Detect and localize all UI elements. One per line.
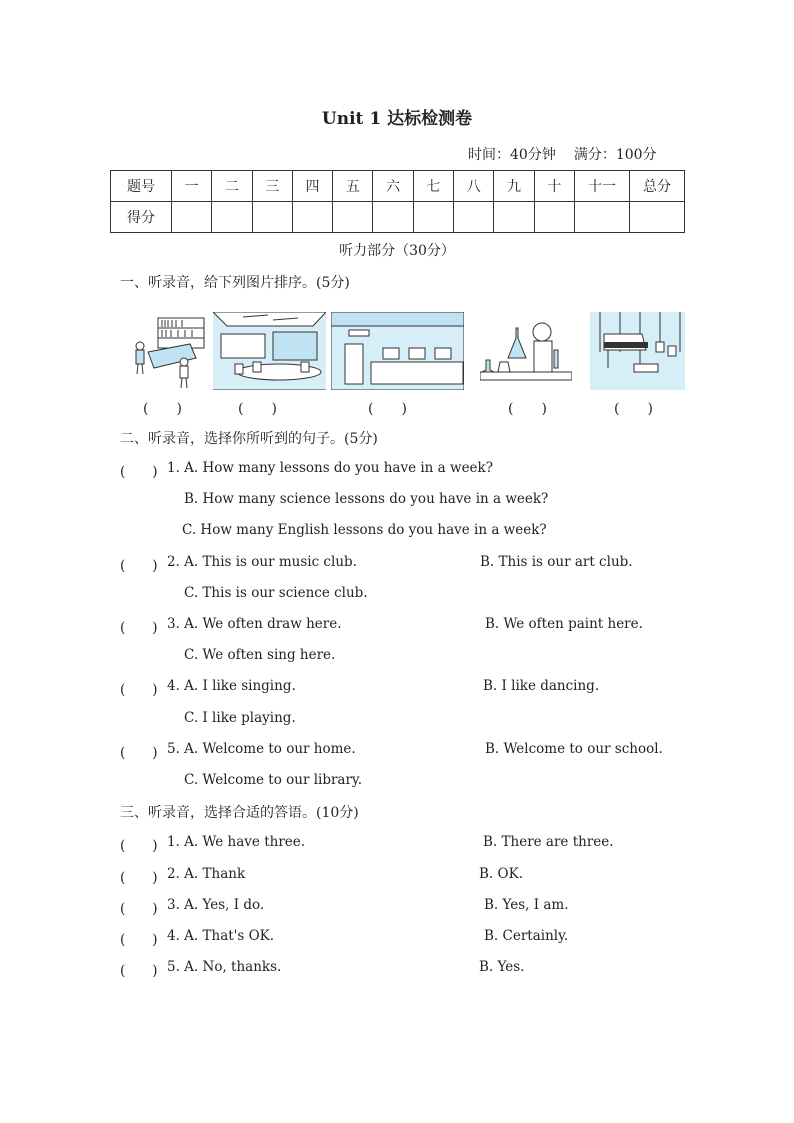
- time-info: [468, 144, 657, 164]
- s3-q4-answer-blank[interactable]: ( ): [120, 932, 158, 948]
- score-table: [110, 170, 685, 233]
- score-cell[interactable]: [172, 202, 212, 233]
- s2-q1-option-b: B. How many science lessons do you have in a week?: [184, 491, 549, 507]
- s3-q5-option-b: B. Yes.: [479, 959, 525, 975]
- s2-q4-answer-blank[interactable]: ( ): [120, 682, 158, 698]
- s2-q2-option-a: 2. A. This is our music club.: [167, 554, 357, 570]
- s2-q4-option-b: B. I like dancing.: [483, 678, 600, 694]
- s3-q2-answer-blank[interactable]: ( ): [120, 870, 158, 886]
- s3-q1-answer-blank[interactable]: ( ): [120, 838, 158, 854]
- s2-q4-option-c: C. I like playing.: [184, 710, 296, 726]
- score-header-cell: 八: [454, 171, 494, 202]
- s2-q5-answer-blank[interactable]: ( ): [120, 745, 158, 761]
- section-3-title: 三、听录音，选择合适的答语。(10分): [120, 805, 359, 821]
- s3-q5-option-a: 5. A. No, thanks.: [167, 959, 282, 975]
- score-header-cell: 七: [413, 171, 453, 202]
- score-header-cell: 四: [292, 171, 332, 202]
- score-header-cell: 五: [333, 171, 373, 202]
- score-table-header-row: [111, 171, 685, 202]
- s2-q5-option-b: B. Welcome to our school.: [485, 741, 663, 757]
- score-cell[interactable]: [252, 202, 292, 233]
- picture-5-answer-blank[interactable]: ( ): [614, 401, 653, 417]
- score-cell[interactable]: [413, 202, 453, 233]
- score-header-cell: 六: [373, 171, 413, 202]
- section-2-title: 二、听录音，选择你所听到的句子。(5分): [120, 431, 378, 447]
- s3-q3-option-b: B. Yes, I am.: [484, 897, 569, 913]
- score-header-cell: 九: [494, 171, 534, 202]
- score-cell[interactable]: [333, 202, 373, 233]
- full-score: 满分：100分: [573, 147, 657, 163]
- section-1-title: 一、听录音，给下列图片排序。(5分): [120, 275, 350, 291]
- picture-1-answer-blank[interactable]: ( ): [143, 401, 182, 417]
- science-lab-picture: [480, 312, 572, 390]
- score-header-cell: 二: [212, 171, 252, 202]
- s2-q3-option-c: C. We often sing here.: [184, 647, 336, 663]
- s3-q1-option-b: B. There are three.: [483, 834, 614, 850]
- score-header-cell: 一: [172, 171, 212, 202]
- score-cell[interactable]: [292, 202, 332, 233]
- s2-q1-option-a: 1. A. How many lessons do you have in a week?: [167, 460, 493, 476]
- score-row-label: 得分: [111, 202, 172, 233]
- score-header-cell: 十: [534, 171, 574, 202]
- meeting-room-picture: [213, 312, 326, 390]
- library-picture: [130, 312, 208, 390]
- s3-q3-answer-blank[interactable]: ( ): [120, 901, 158, 917]
- page-title: Unit 1 达标检测卷: [321, 109, 473, 129]
- s2-q2-option-c: C. This is our science club.: [184, 585, 368, 601]
- picture-2-answer-blank[interactable]: ( ): [238, 401, 277, 417]
- s2-q3-option-a: 3. A. We often draw here.: [167, 616, 342, 632]
- s2-q1-option-c: C. How many English lessons do you have in a week?: [182, 522, 547, 538]
- music-room-picture: [590, 312, 685, 390]
- score-cell[interactable]: [534, 202, 574, 233]
- score-header-cell: 题号: [111, 171, 172, 202]
- s2-q1-answer-blank[interactable]: ( ): [120, 464, 158, 480]
- time-limit: 时间：40分钟: [468, 147, 556, 163]
- picture-3-answer-blank[interactable]: ( ): [368, 401, 407, 417]
- s3-q3-option-a: 3. A. Yes, I do.: [167, 897, 265, 913]
- s3-q4-option-b: B. Certainly.: [484, 928, 569, 944]
- s2-q5-option-a: 5. A. Welcome to our home.: [167, 741, 356, 757]
- score-cell[interactable]: [454, 202, 494, 233]
- score-header-cell: 十一: [575, 171, 630, 202]
- s3-q1-option-a: 1. A. We have three.: [167, 834, 306, 850]
- s2-q2-answer-blank[interactable]: ( ): [120, 558, 158, 574]
- s3-q5-answer-blank[interactable]: ( ): [120, 963, 158, 979]
- s2-q5-option-c: C. Welcome to our library.: [184, 772, 363, 788]
- s2-q2-option-b: B. This is our art club.: [480, 554, 633, 570]
- s2-q4-option-a: 4. A. I like singing.: [167, 678, 296, 694]
- score-cell[interactable]: [494, 202, 534, 233]
- score-cell[interactable]: [212, 202, 252, 233]
- score-cell[interactable]: [373, 202, 413, 233]
- s2-q3-option-b: B. We often paint here.: [485, 616, 643, 632]
- s3-q4-option-a: 4. A. That's OK.: [167, 928, 275, 944]
- s2-q3-answer-blank[interactable]: ( ): [120, 620, 158, 636]
- listening-part-title: 听力部分（30分）: [339, 243, 455, 259]
- s3-q2-option-a: 2. A. Thank: [167, 866, 246, 882]
- score-cell[interactable]: [630, 202, 685, 233]
- score-cell[interactable]: [575, 202, 630, 233]
- score-table-score-row: [111, 202, 685, 233]
- s3-q2-option-b: B. OK.: [479, 866, 523, 882]
- score-header-cell: 三: [252, 171, 292, 202]
- computer-room-picture: [331, 312, 464, 390]
- picture-4-answer-blank[interactable]: ( ): [508, 401, 547, 417]
- score-header-cell: 总分: [630, 171, 685, 202]
